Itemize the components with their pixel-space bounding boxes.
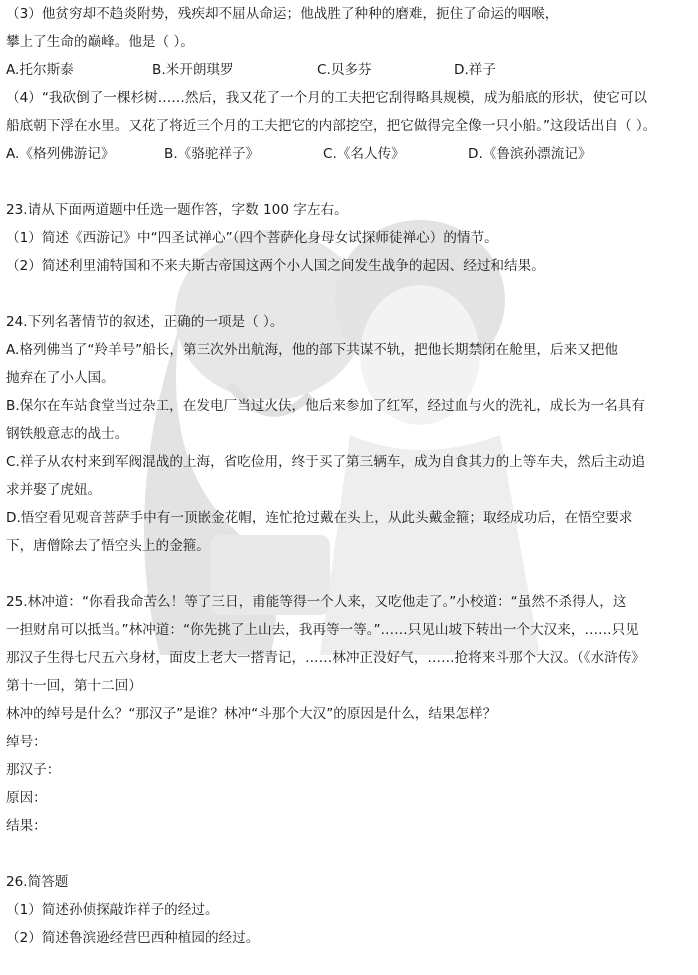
q26-title: 26.简答题: [6, 874, 69, 890]
q22-part3-line1: （3）他贫穷却不趋炎附势，残疾却不屈从命运；他战胜了种种的磨难，扼住了命运的咽喉，: [6, 6, 559, 22]
q22-part3-options: [6, 56, 692, 84]
q25-passage-line3: 那汉子生得七尺五六身材，面皮上老大一搭青记，……林冲正没好气，……抢将来斗那个大汉。（《水浒传》: [6, 650, 645, 666]
q24-option-c-line2: 求并娶了虎妞。: [6, 482, 102, 498]
spacer: [6, 840, 692, 868]
q26-item1: （1）简述孙侦探敲诈祥子的经过。: [6, 902, 219, 918]
option-c: C.《名人传》: [323, 146, 405, 162]
option-c: C.贝多芬: [317, 62, 372, 78]
q24-option-c-line1: C.祥子从农村来到军阀混战的上海，省吃俭用，终于买了第三辆车，成为自食其力的上等车夫，然后主动追: [6, 454, 646, 470]
q25-passage-line4: 第十一回，第十二回）: [6, 678, 142, 694]
option-d: D.祥子: [454, 62, 496, 78]
answer-label: 那汉子：: [6, 762, 61, 778]
q25-passage-line2: 一担财帛可以抵当。”林冲道：“你先挑了上山去，我再等一等。”……只见山坡下转出一个大汉来，……只见: [6, 622, 639, 638]
option-a: A.托尔斯泰: [6, 62, 74, 78]
q25-answer-nickname: [6, 728, 692, 756]
q25-answer-reason: [6, 784, 692, 812]
option-d: D.《鲁滨孙漂流记》: [468, 146, 592, 162]
q26-item2: （2）简述鲁滨逊经营巴西种植园的经过。: [6, 930, 260, 946]
q24-option-a-line2: 抛弃在了小人国。: [6, 370, 115, 386]
q24-option-d-line2: 下，唐僧除去了悟空头上的金箍。: [6, 538, 210, 554]
spacer: [6, 280, 692, 308]
answer-label: 结果：: [6, 818, 47, 834]
option-b: B.《骆驼祥子》: [164, 146, 260, 162]
q25-passage-line1: 25.林冲道：“你看我命苦么！等了三日，甫能等得一个人来，又吃他走了。”小校道：“虽然不杀得人，这: [6, 594, 627, 610]
q24-option-b-line2: 钢铁般意志的战士。: [6, 426, 129, 442]
q24-option-a-line1: A.格列佛当了“羚羊号”船长，第三次外出航海，他的部下共谋不轨，把他长期禁闭在舱里，后来又把他: [6, 342, 618, 358]
q24-option-d-line1: D.悟空看见观音菩萨手中有一顶嵌金花帽，连忙抢过戴在头上，从此头戴金箍；取经成功后，在悟空要求: [6, 510, 633, 526]
q25-answer-man: [6, 756, 692, 784]
q23-title: 23.请从下面两道题中任选一题作答，字数 100 字左右。: [6, 202, 348, 218]
q25-question: 林冲的绰号是什么？“那汉子”是谁？林冲“斗那个大汉”的原因是什么，结果怎样？: [6, 706, 497, 722]
q23-item1: （1）简述《西游记》中“四圣试禅心”（四个菩萨化身母女试探师徒禅心）的情节。: [6, 230, 498, 246]
answer-label: 原因：: [6, 790, 47, 806]
q22-part3-line2: 攀上了生命的巅峰。他是（ ）。: [6, 34, 194, 50]
q24-title: 24.下列名著情节的叙述，正确的一项是（ ）。: [6, 314, 284, 330]
q22-part4-options: [6, 140, 692, 168]
answer-label: 绰号：: [6, 734, 47, 750]
q24-option-b-line1: B.保尔在车站食堂当过杂工，在发电厂当过火伕，他后来参加了红军，经过血与火的洗礼，成长为一名具有: [6, 398, 645, 414]
document-body: [6, 0, 692, 952]
q22-part4-line1: （4）“我砍倒了一棵杉树……然后，我又花了一个月的工夫把它刮得略具规模，成为船底的形状，使它可以: [6, 90, 648, 106]
option-b: B.米开朗琪罗: [152, 62, 234, 78]
spacer: [6, 560, 692, 588]
q23-item2: （2）简述利里浦特国和不来夫斯古帝国这两个小人国之间发生战争的起因、经过和结果。: [6, 258, 545, 274]
q25-answer-result: [6, 812, 692, 840]
option-a: A.《格列佛游记》: [6, 146, 115, 162]
spacer: [6, 168, 692, 196]
q22-part4-line2: 船底朝下浮在水里。又花了将近三个月的工夫把它的内部挖空，把它做得完全像一只小船。”这段话出自（ ）。: [6, 118, 657, 134]
